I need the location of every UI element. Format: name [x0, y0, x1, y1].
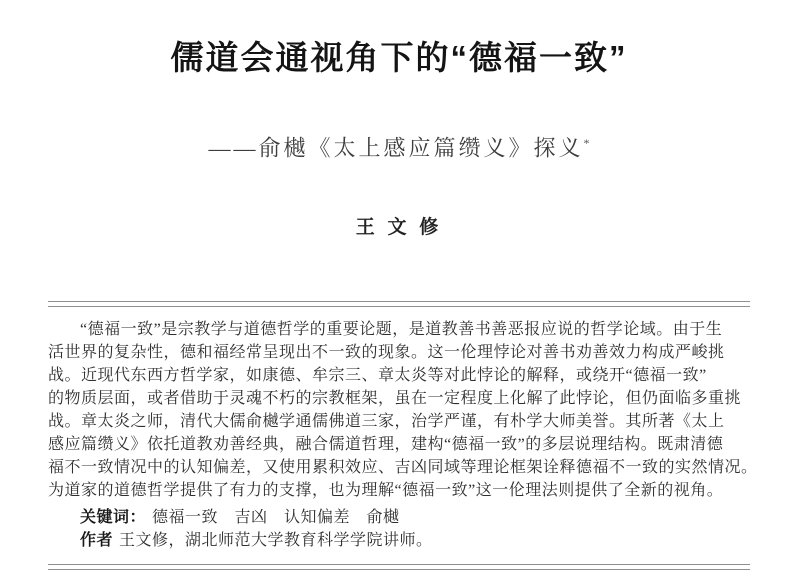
subtitle-text: ——俞樾《太上感应篇缵义》探义	[208, 135, 584, 161]
author-info-label: 作者	[80, 532, 114, 550]
paper-author: 王 文 修	[355, 217, 443, 239]
abstract-line: 福不一致情况中的认知偏差，又使用累积效应、吉凶同域等理论框架诠释德福不一致的实然情况。	[48, 459, 758, 477]
abstract-line: “德福一致”是宗教学与道德哲学的重要论题，是道教善书善恶报应说的哲学论域。由于生	[80, 321, 723, 339]
abstract-line: 为道家的道德哲学提供了有力的支撑，也为理解“德福一致”这一伦理法则提供了全新的视角。	[48, 482, 724, 500]
abstract-line: 的物质层面，或者借助于灵魂不朽的宗教框架，虽在一定程度上化解了此悖论，但仍面临多重挑	[48, 390, 742, 408]
author-info-row	[48, 529, 750, 552]
keywords-label: 关键词：	[80, 509, 147, 527]
abstract-line: 感应篇缵义》依托道教劝善经典，融合儒道哲理，建构“德福一致”的多层说理结构。既肃清德	[48, 436, 724, 454]
paper-title: 儒道会通视角下的“德福一致”	[170, 39, 628, 76]
double-rule-bottom	[48, 564, 750, 570]
keywords-text: 德福一致 吉凶 认知偏差 俞樾	[152, 509, 400, 527]
abstract-line: 战。近现代东西方哲学家，如康德、牟宗三、章太炎等对此悖论的解释，或绕开“德福一致”	[48, 367, 707, 385]
abstract-paragraph	[48, 318, 758, 502]
abstract-line: 战。章太炎之师，清代大儒俞樾学通儒佛道三家，治学严谨，有朴学大师美誉。其所著《太上	[48, 413, 725, 431]
paper-subtitle	[0, 128, 798, 163]
double-rule-top	[48, 301, 750, 307]
author-info-text: 王文修，湖北师范大学教育科学学院讲师。	[119, 532, 433, 550]
footnote-asterisk: *	[583, 136, 590, 150]
keywords-row	[48, 506, 750, 529]
abstract-line: 活世界的复杂性，德和福经常呈现出不一致的现象。这一伦理悖论对善书劝善效力构成严峻挑	[48, 344, 725, 362]
